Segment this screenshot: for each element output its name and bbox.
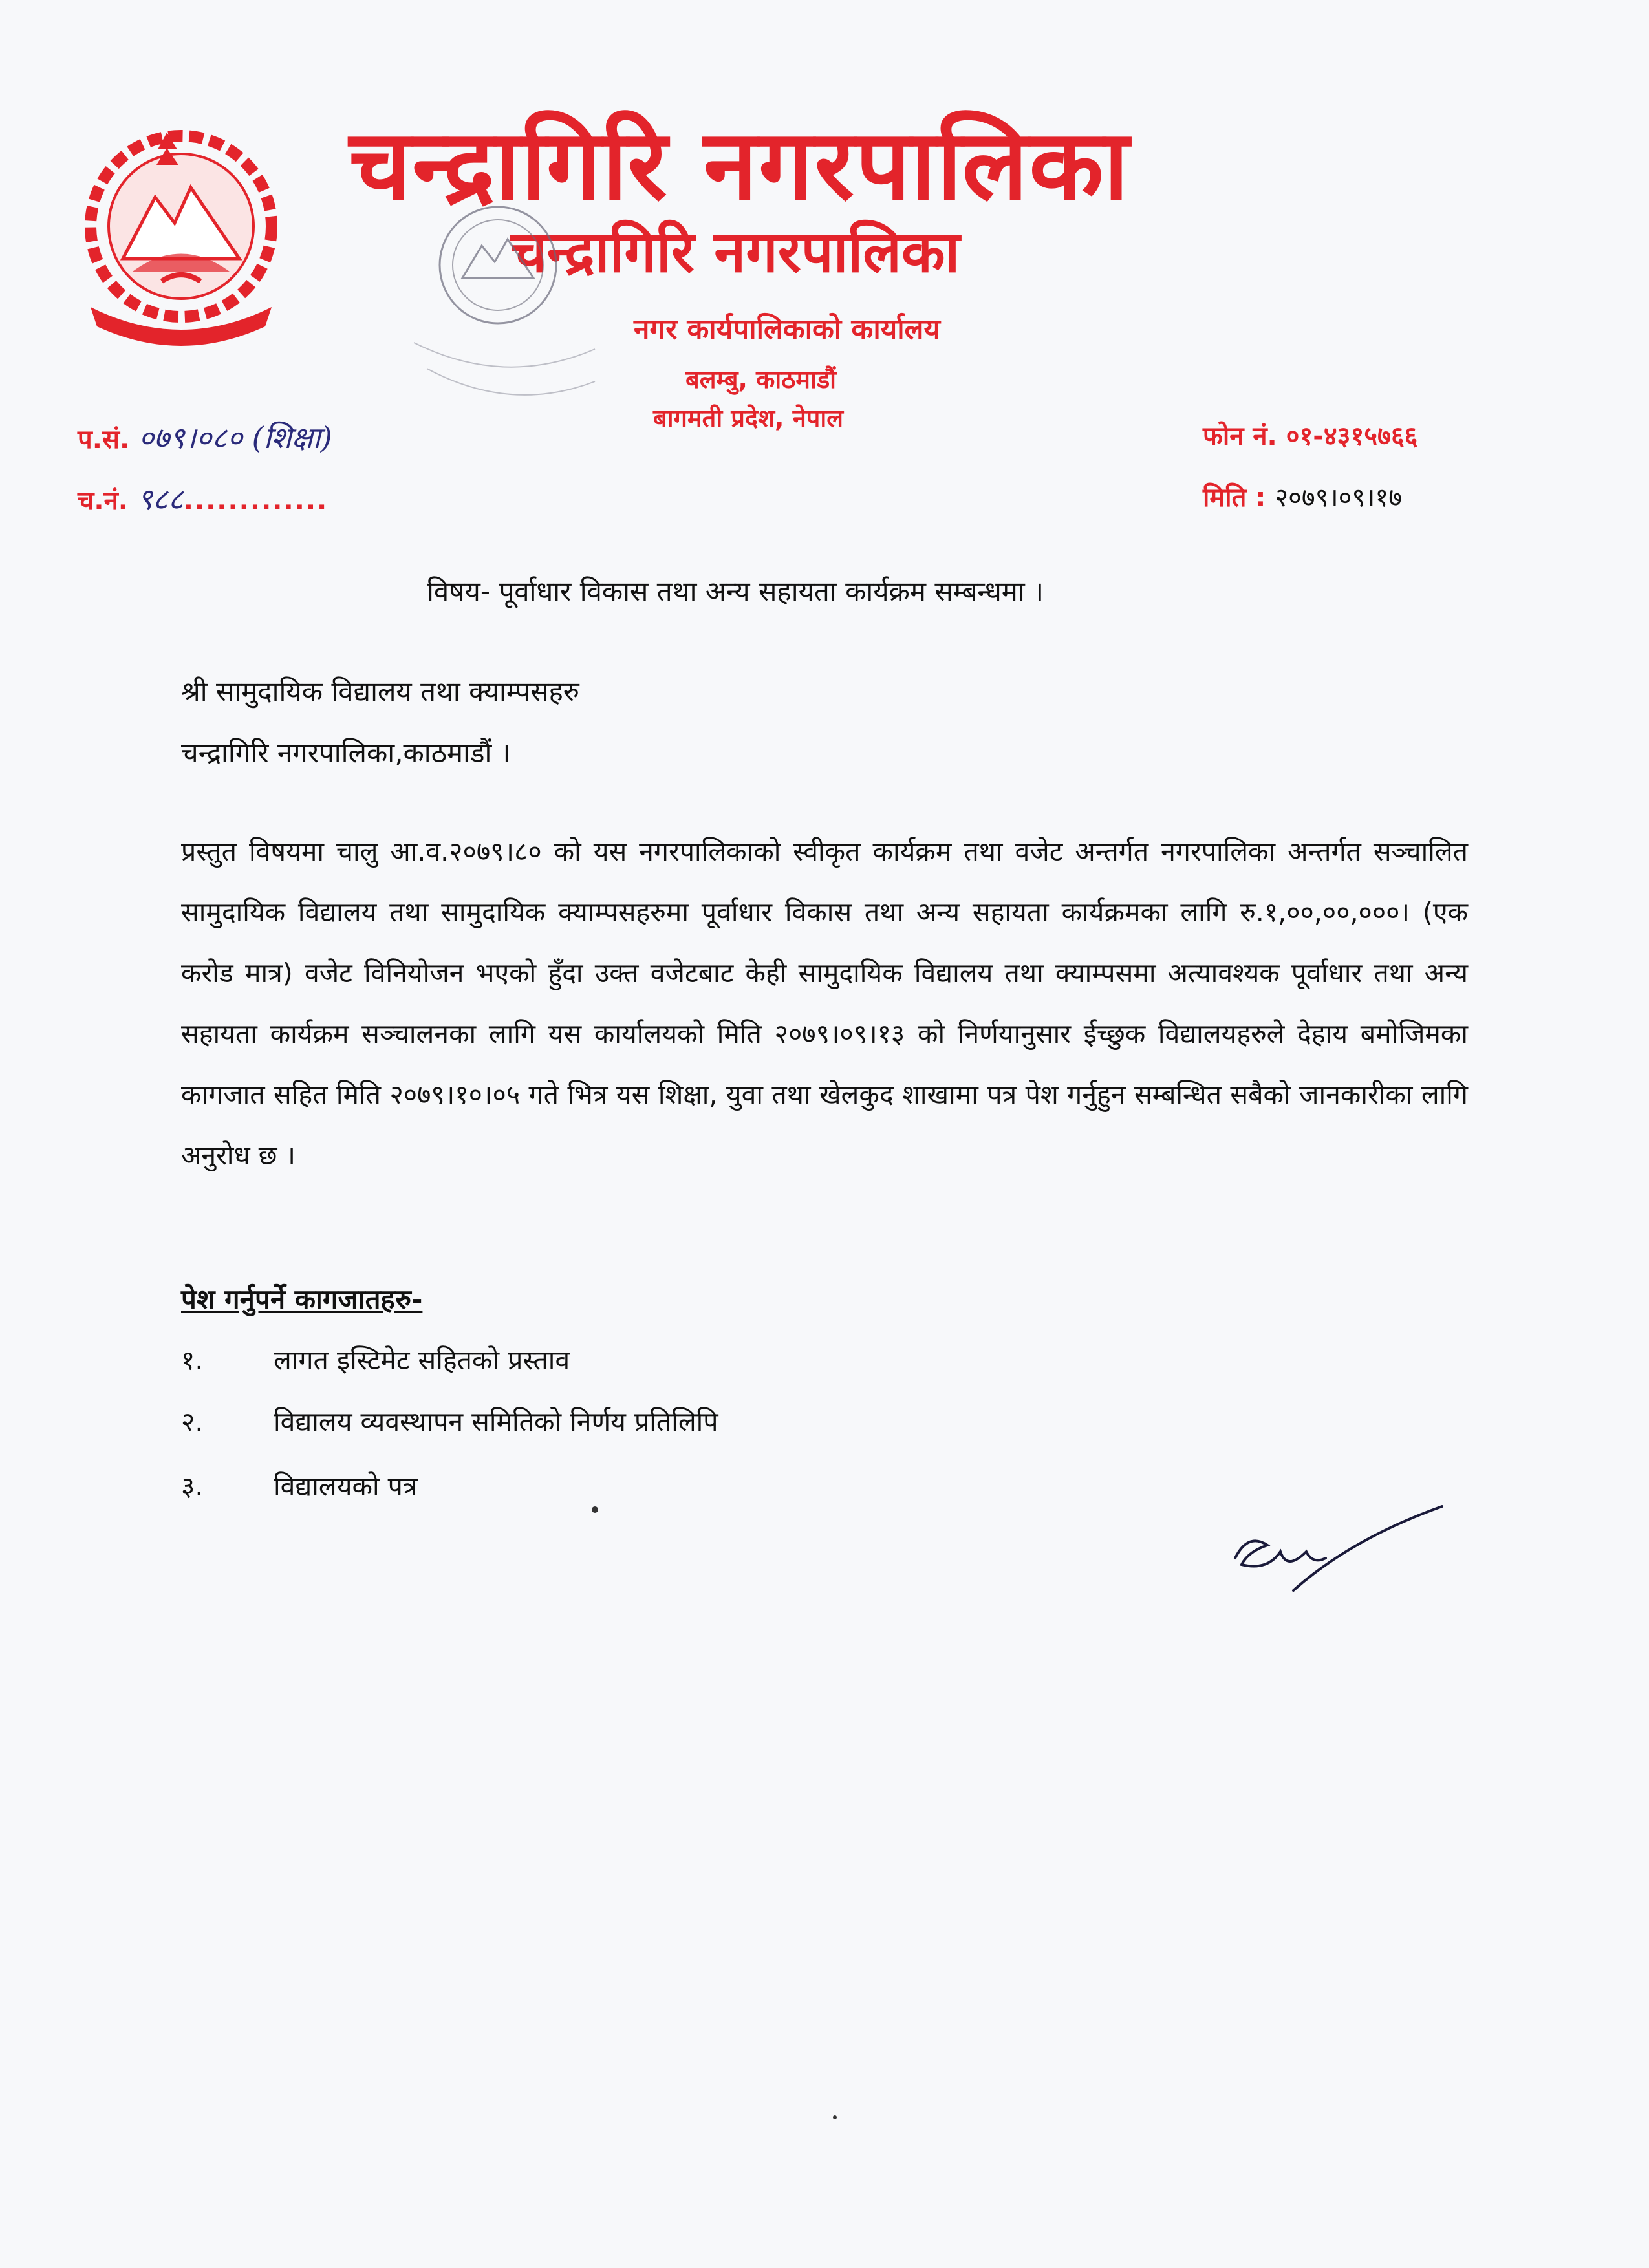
- reference-number: [78, 417, 332, 457]
- list-item: [181, 1342, 570, 1378]
- list-item-text: विद्यालयको पत्र: [274, 1471, 418, 1502]
- dispatch-number: च.नं. ९८८.............: [78, 482, 329, 517]
- phone-number: [1203, 417, 1417, 453]
- dispatch-value: ९८८: [136, 482, 184, 517]
- addressee-line1: श्री सामुदायिक विद्यालय तथा क्याम्पसहरु: [181, 676, 579, 707]
- list-item-text: विद्यालय व्यवस्थापन समितिको निर्णय प्रतिलिपि: [274, 1406, 718, 1437]
- municipality-subtitle: चन्द्रागिरि नगरपालिका: [511, 218, 960, 285]
- office-address-line2: बागमती प्रदेश, नेपाल: [653, 404, 843, 433]
- official-stamp-icon: [401, 194, 647, 433]
- signature-icon: [1222, 1500, 1455, 1616]
- phone-value: ०१-४३१५७६६: [1286, 422, 1418, 451]
- list-item-number: १.: [181, 1345, 204, 1376]
- addressee-line2: चन्द्रागिरि नगरपालिका,काठमाडौं ।: [181, 737, 511, 769]
- office-address-line1: बलम्बु, काठमाडौं: [685, 365, 837, 394]
- date-value: २०७९।०९।१७: [1275, 483, 1403, 513]
- date-label: मिति :: [1203, 483, 1266, 513]
- list-item-number: ३.: [181, 1471, 204, 1502]
- office-name: नगर कार्यपालिकाको कार्यालय: [634, 313, 940, 346]
- reference-value: ०७९।०८० (शिक्षा): [138, 420, 332, 455]
- nepal-emblem-icon: [78, 120, 285, 352]
- letter-date: [1203, 478, 1402, 514]
- municipality-title: चन्द्रागिरि नगरपालिका: [349, 108, 1130, 222]
- letter-subject: विषय- पूर्वाधार विकास तथा अन्य सहायता कार्यक्रम सम्बन्धमा ।: [427, 575, 1044, 607]
- list-item: [181, 1468, 418, 1504]
- ink-speck: [592, 1506, 598, 1513]
- list-item-text: लागत इस्टिमेट सहितको प्रस्ताव: [274, 1345, 570, 1376]
- letter-body: प्रस्तुत विषयमा चालु आ.व.२०७९।८० को यस नगरपालिकाको स्वीकृत कार्यक्रम तथा वजेट अन्तर्गत नगरपालिका अन्तर्गत सञ्चालित सामुदायिक विद्यालय तथा सामुदायिक क्याम्पसहरुमा पूर्वाधार विकास तथा अन्य सहायता कार्यक्रमका लागि रु.१,००,००,०००। (एक करोड मात्र) वजेट विनियोजन भएको हुँदा उक्त वजेटबाट केही सामुदायिक विद्यालय तथा क्याम्पसमा अत्यावश्यक पूर्वाधार तथा अन्य सहायता कार्यक्रम सञ्चालनका लागि यस कार्यालयको मिति २०७९।०९।१३ को निर्णयानुसार ईच्छुक विद्यालयहरुले देहाय बमोजिमका कागजात सहित मिति २०७९।१०।०५ गते भित्र यस शिक्षा, युवा तथा खेलकुद शाखामा पत्र पेश गर्नुहुन सम्बन्धित सबैको जानकारीका लागि अनुरोध छ ।: [181, 836, 1468, 1171]
- list-item-number: २.: [181, 1406, 204, 1437]
- list-item: [181, 1403, 718, 1439]
- ink-speck: [833, 2115, 837, 2119]
- phone-label: फोन नं.: [1203, 422, 1277, 451]
- dispatch-label: च.नं.: [78, 486, 128, 516]
- documents-heading: पेश गर्नुपर्ने कागजातहरु-: [181, 1283, 423, 1315]
- reference-label: प.सं.: [78, 425, 130, 455]
